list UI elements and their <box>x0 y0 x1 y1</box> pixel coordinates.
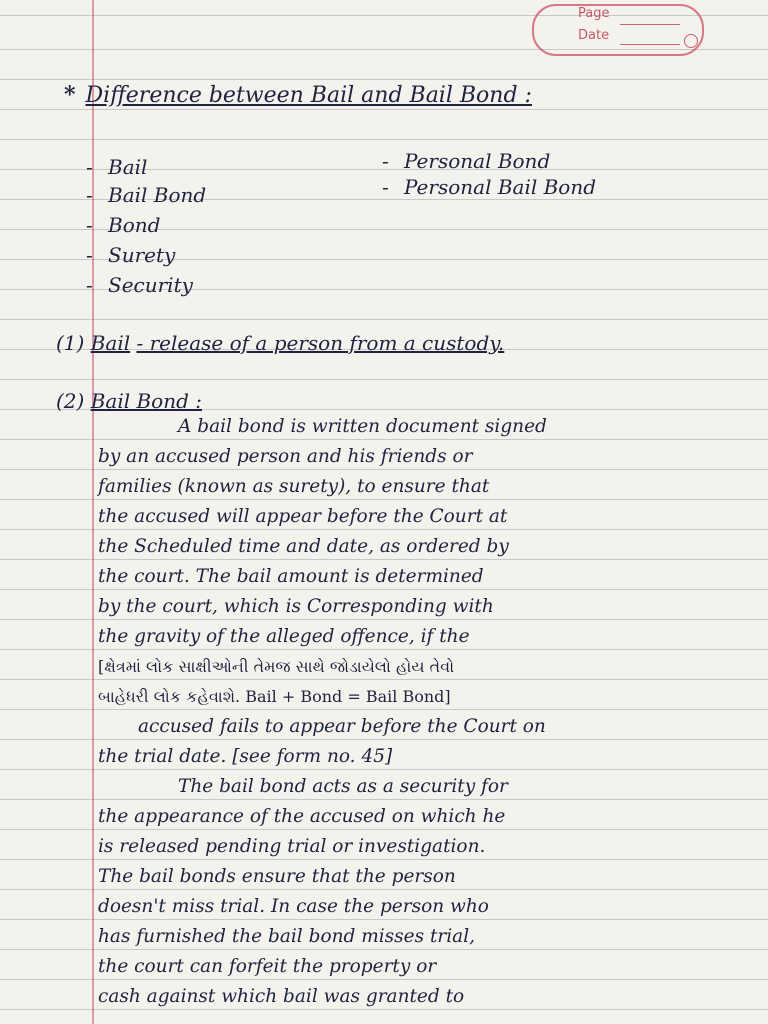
gujarati-note-line: બાહેધરી લોક કહેવાશે. Bail + Bond = Bail Bond] <box>98 687 451 706</box>
bail-bond-paragraph-1 <box>98 412 762 772</box>
heading-text: Difference between Bail and Bail Bond : <box>85 83 532 108</box>
list-item-left: - Surety <box>86 243 176 267</box>
item-bail-bond-heading: (2) Bail Bond : <box>56 389 202 413</box>
date-blank-line <box>620 44 680 45</box>
list-item-right: - Personal Bond <box>382 149 551 173</box>
list-item-left: - Security <box>86 273 193 297</box>
paragraph-line: the gravity of the alleged offence, if the <box>98 626 470 647</box>
paragraph-line: the accused will appear before the Court at <box>98 506 508 527</box>
gujarati-note-line: [ક્ષેત્રમાં લોક સાક્ષીઓની તેમજ સાથે જોડાયેલો હોય તેવો <box>98 657 455 676</box>
paragraph-line: is released pending trial or investigation. <box>98 836 486 857</box>
paragraph-line: doesn't miss trial. In case the person who <box>98 896 489 917</box>
heading-star-marker: * <box>64 82 76 108</box>
paragraph-line: The bail bond acts as a security for <box>178 776 508 797</box>
page-date-stamp <box>532 4 704 56</box>
list-item-left: - Bond <box>86 213 161 237</box>
paragraph-line: by the court, which is Corresponding with <box>98 596 494 617</box>
list-item-left: - Bail <box>86 155 148 179</box>
paragraph-line: the court can forfeit the property or <box>98 956 437 977</box>
paragraph-line: the appearance of the accused on which he <box>98 806 506 827</box>
paragraph-line: has furnished the bail bond misses trial, <box>98 926 476 947</box>
date-label: Date <box>578 28 610 43</box>
paragraph-line: The bail bonds ensure that the person <box>98 866 456 887</box>
item-bail-definition: (1) Bail - release of a person from a custody. <box>56 331 505 355</box>
paragraph-line: the court. The bail amount is determined <box>98 566 484 587</box>
paragraph-line: A bail bond is written document signed <box>178 416 547 437</box>
page-heading <box>64 82 532 109</box>
page-label: Page <box>578 6 610 21</box>
paragraph-line: by an accused person and his friends or <box>98 446 473 467</box>
paragraph-line: the Scheduled time and date, as ordered by <box>98 536 509 557</box>
paragraph-line: cash against which bail was granted to <box>98 986 465 1007</box>
list-item-right: - Personal Bail Bond <box>382 175 597 199</box>
stamp-circle <box>684 34 698 48</box>
paragraph-line: accused fails to appear before the Court on <box>138 716 546 737</box>
paragraph-line: families (known as surety), to ensure that <box>98 476 490 497</box>
paragraph-line: the trial date. [see form no. 45] <box>98 746 393 767</box>
page-blank-line <box>620 24 680 25</box>
list-item-left: - Bail Bond <box>86 183 207 207</box>
bail-bond-paragraph-2 <box>98 772 762 1012</box>
